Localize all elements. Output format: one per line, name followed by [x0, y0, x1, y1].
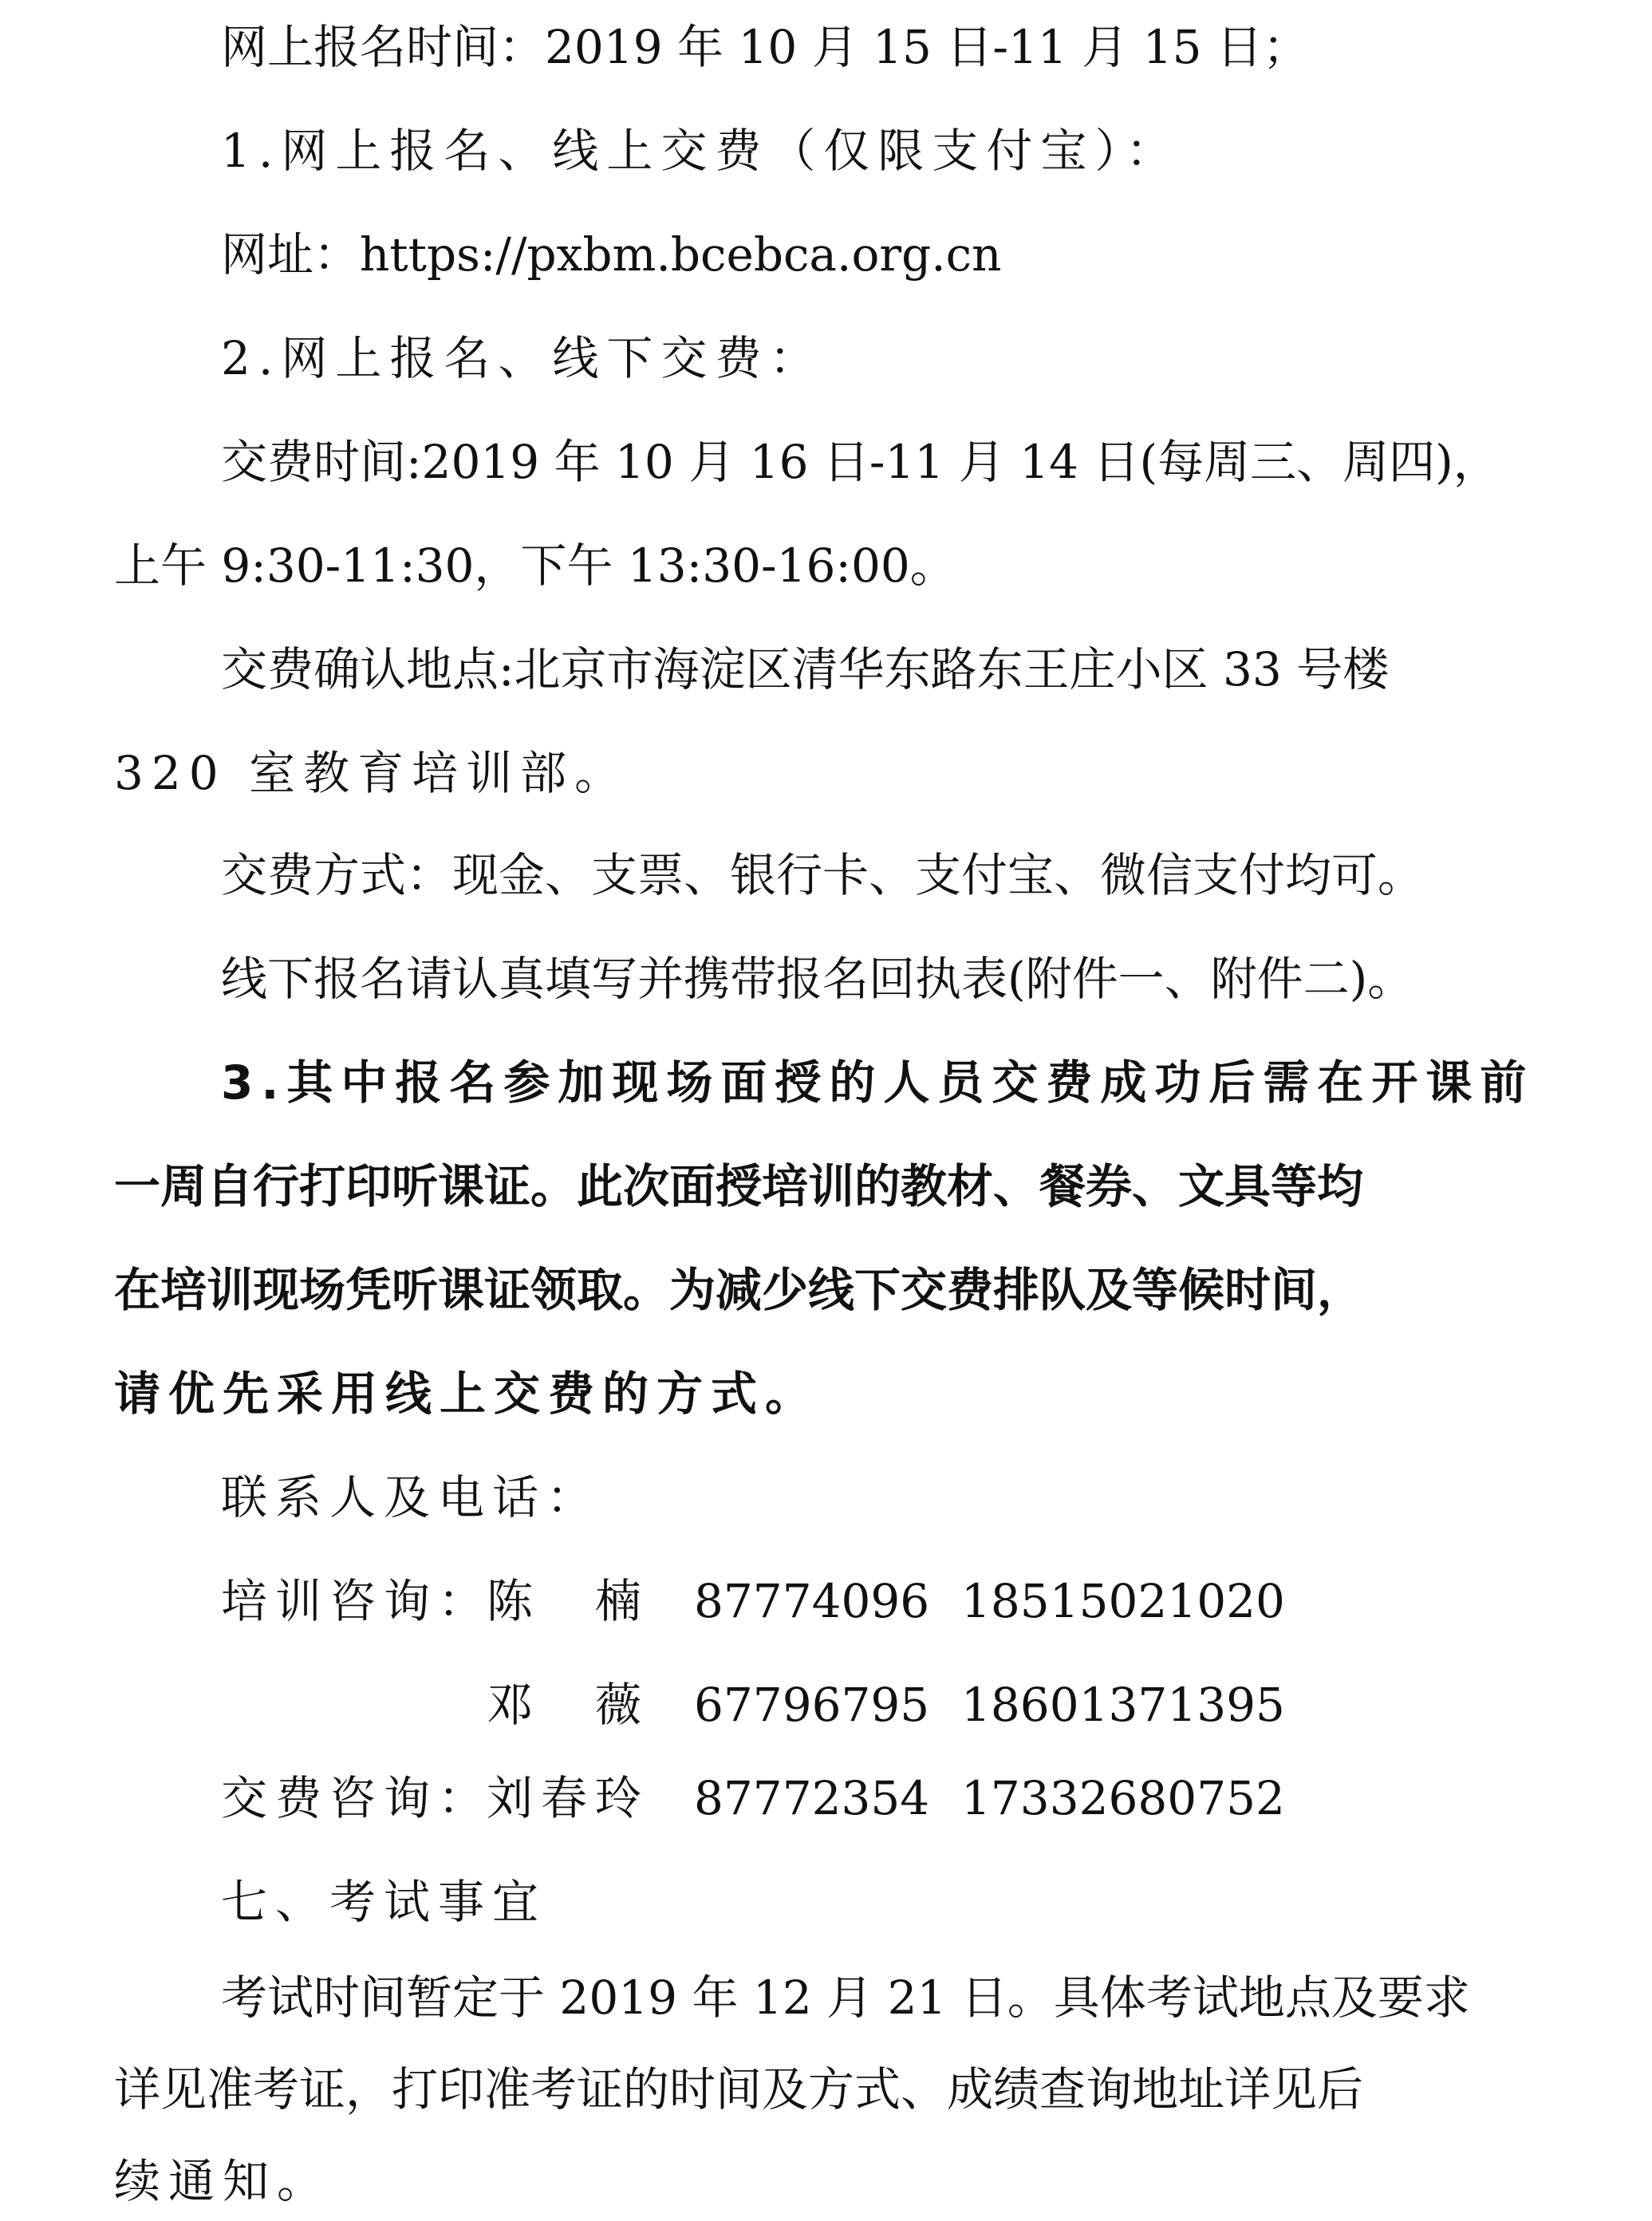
contact-office-phone: 87774096	[694, 1574, 930, 1628]
contact-mobile-phone: 17332680752	[961, 1771, 1285, 1825]
pay-time-line1: 交费时间:2019 年 10 月 16 日-11 月 14 日(每周三、周四)，	[221, 435, 1500, 489]
pay-methods: 交费方式：现金、支票、银行卡、支付宝、微信支付均可。	[221, 848, 1425, 902]
pay-place-line1: 交费确认地点:北京市海淀区清华东路东王庄小区 33 号楼	[221, 642, 1390, 696]
item3-line3: 在培训现场凭听课证领取。为减少线下交费排队及等候时间，	[114, 1263, 1364, 1317]
contact-name: 陈 楠	[487, 1574, 650, 1628]
registration-time: 网上报名时间：2019 年 10 月 15 日-11 月 15 日；	[221, 20, 1309, 74]
exam-line2: 详见准考证，打印准考证的时间及方式、成绩查询地址详见后	[114, 2062, 1364, 2116]
contact-category: 交费咨询：	[221, 1771, 493, 1825]
exam-line3: 续通知。	[114, 2154, 332, 2208]
pay-time-line2: 上午 9:30-11:30，下午 13:30-16:00。	[114, 538, 956, 593]
item3-line1: 3.其中报名参加现场面授的人员交费成功后需在开课前	[221, 1055, 1535, 1110]
contact-mobile-phone: 18601371395	[961, 1678, 1285, 1732]
item1-url: 网址：https://pxbm.bcebca.org.cn	[221, 227, 1002, 282]
contact-office-phone: 67796795	[694, 1678, 930, 1732]
contact-name: 邓 薇	[487, 1678, 650, 1732]
item2-title: 2.网上报名、线下交费：	[221, 331, 824, 385]
item3-line4: 请优先采用线上交费的方式。	[114, 1367, 820, 1421]
contacts-heading: 联系人及电话：	[221, 1470, 601, 1525]
offline-note: 线下报名请认真填写并携带报名回执表(附件一、附件二)。	[221, 952, 1414, 1006]
item1-title: 1.网上报名、线上交费（仅限支付宝）：	[221, 124, 1181, 178]
contact-office-phone: 87772354	[694, 1771, 930, 1825]
exam-line1: 考试时间暂定于 2019 年 12 月 21 日。具体考试地点及要求	[221, 1970, 1470, 2025]
section7-heading: 七、考试事宜	[221, 1875, 547, 1929]
contact-mobile-phone: 18515021020	[961, 1574, 1285, 1628]
contact-name: 刘春玲	[487, 1771, 650, 1825]
item3-line2: 一周自行打印听课证。此次面授培训的教材、餐券、文具等均	[114, 1159, 1364, 1213]
pay-place-line2: 320 室教育培训部。	[114, 746, 629, 800]
contact-category: 培训咨询：	[221, 1574, 493, 1628]
